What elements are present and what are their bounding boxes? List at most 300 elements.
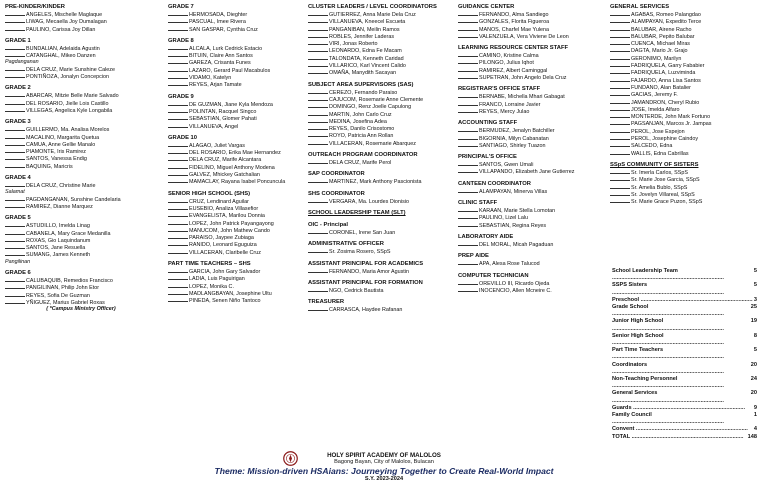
personnel-name: SUMANG, James Kenneth <box>26 252 91 259</box>
summary-row <box>612 412 757 426</box>
personnel-entry <box>308 18 454 25</box>
personnel-name: OREVILLO III, Ricardo Ojeda <box>479 280 550 287</box>
blank-line <box>458 93 478 98</box>
personnel-entry <box>458 18 604 25</box>
personnel-name: BIGORNIA, Milyn Cabanatan <box>479 135 549 142</box>
section-col3-7 <box>308 241 454 255</box>
personnel-name: REYES, Danilo Crisostomo <box>329 126 395 133</box>
personnel-name: OMAÑA, Manydith Sacayan <box>329 70 397 77</box>
personnel-name: PAULINO, Carissa Joy Dillan <box>26 26 96 33</box>
blank-line <box>5 45 25 50</box>
personnel-name: BALUBAR, Pepito Balubar <box>631 33 695 40</box>
summary-row <box>612 347 757 361</box>
section-title: CLINIC STAFF <box>458 200 498 207</box>
personnel-entry <box>168 74 303 81</box>
blank-line <box>168 297 188 302</box>
personnel-entry <box>5 92 157 99</box>
section-title: SENIOR HIGH SCHOOL (SHS) <box>168 190 251 197</box>
blank-line <box>168 18 188 23</box>
section-col4-6 <box>458 200 604 229</box>
section-col1-1 <box>5 38 157 80</box>
personnel-entry <box>458 280 604 287</box>
campus-ministry-note: ( *Campus Ministry Officer) <box>46 306 116 313</box>
personnel-name: Sr. Marie Grace Puzon, SSpS <box>631 199 703 206</box>
summary-value: 8 <box>753 332 757 339</box>
personnel-entry <box>610 176 762 183</box>
personnel-entry <box>168 123 303 130</box>
section-title: GRADE 5 <box>5 215 31 222</box>
blank-line <box>308 159 328 164</box>
section-col2-0 <box>168 4 303 33</box>
personnel-entry <box>168 142 303 149</box>
blank-line <box>168 115 188 120</box>
personnel-name: CAMUA, Anne Gellie Manalo <box>26 141 96 148</box>
personnel-entry <box>5 11 157 18</box>
personnel-name: ROYO, Patricia Ann Rollan <box>329 133 394 140</box>
blank-line <box>308 26 328 31</box>
blank-line <box>168 198 188 203</box>
blank-line <box>308 40 328 45</box>
personnel-entry <box>308 111 454 118</box>
personnel-name: DAGTA, Mario Jr. Grajo <box>631 48 688 55</box>
section-col1-3 <box>5 119 157 170</box>
personnel-name: WALLIS, Edna Cabrillas <box>631 150 689 157</box>
personnel-name: ALAGAO, Juliet Vargas <box>189 142 245 149</box>
blank-line <box>308 198 328 203</box>
personnel-entry <box>5 148 157 155</box>
personnel-name: SALCEDO, Edna <box>631 143 673 150</box>
section-col1-4 <box>5 175 157 210</box>
personnel-name: SANTOS, Vanessa Endig <box>26 156 87 163</box>
personnel-name: AGABAS, Romeo Palangdao <box>631 12 701 18</box>
personnel-entry <box>308 55 454 62</box>
blank-line <box>458 18 478 23</box>
blank-line <box>5 100 25 105</box>
section-col4-5 <box>458 181 604 195</box>
section-title: PRINCIPAL'S OFFICE <box>458 154 517 161</box>
section-title: ASSISTANT PRINCIPAL FOR ACADEMICS <box>308 260 424 267</box>
personnel-name: POLINTAN, Racquel Singco <box>189 108 257 115</box>
personnel-entry <box>308 118 454 125</box>
personnel-summary <box>612 268 757 441</box>
personnel-entry <box>168 249 303 256</box>
blank-line <box>308 96 328 101</box>
personnel-entry <box>168 149 303 156</box>
blank-line <box>168 149 188 154</box>
personnel-name: GONZALES, Florita Figueroa <box>479 19 550 26</box>
personnel-name: BITUIN, Claire Ann Santos <box>189 53 253 60</box>
personnel-entry <box>458 108 604 115</box>
blank-line <box>5 148 25 153</box>
blank-line <box>308 47 328 52</box>
section-title: OIC - Principal <box>308 221 348 228</box>
personnel-entry <box>168 26 303 33</box>
personnel-name: VILLAPANDO, Elizabeth Jane Gutierrez <box>479 169 575 176</box>
blank-line <box>308 33 328 38</box>
summary-value: 9 <box>753 404 757 411</box>
blank-line <box>168 220 188 225</box>
blank-line <box>610 113 630 118</box>
blank-line <box>308 248 328 253</box>
personnel-name: CALUBAQUIB, Remedios Francisco <box>26 278 113 285</box>
personnel-name: MANOS, Charfel Mae Yulena <box>479 26 550 33</box>
personnel-entry <box>168 11 303 18</box>
personnel-name: PAULINO, Lizel Lalu <box>479 215 529 222</box>
personnel-name: DEL ROSARIO, Jielle Lois Castillo <box>26 100 109 107</box>
personnel-entry <box>610 26 762 33</box>
personnel-entry <box>610 55 762 62</box>
section-title: OUTREACH PROGRAM COORDINATOR <box>308 152 418 159</box>
personnel-name: SUPETRAN, John Angelo Dela Cruz <box>479 75 567 82</box>
personnel-name: ROBLES, Jennifer Laderas <box>329 33 395 40</box>
personnel-entry <box>308 268 454 275</box>
personnel-entry <box>610 142 762 149</box>
summary-value: 20 <box>750 361 757 368</box>
blank-line <box>308 103 328 108</box>
section-col3-5 <box>308 210 454 217</box>
section-title: GRADE 10 <box>168 134 197 141</box>
personnel-name: CEREZO, Fernando Paraiso <box>329 89 398 96</box>
personnel-name: LADIA, Luis Paguirigan <box>189 276 245 283</box>
section-col3-4 <box>308 191 454 205</box>
personnel-name: RAMIREZ, Dianne Marquez <box>26 203 93 210</box>
summary-label: Family Council ..... <box>612 412 753 426</box>
section-title: REGISTRAR'S OFFICE STAFF <box>458 86 541 93</box>
blank-line <box>458 214 478 219</box>
blank-line <box>610 176 630 181</box>
section-col1-2 <box>5 85 157 114</box>
section-title: GENERAL SERVICES <box>610 4 670 10</box>
personnel-name: MADLANGBAYAN, Josephine Ultu <box>189 290 272 297</box>
personnel-name: HERMOSADA, Dieghter <box>189 12 248 18</box>
section-col2-1 <box>168 38 303 89</box>
personnel-entry <box>168 275 303 282</box>
blank-line <box>168 123 188 128</box>
blank-line <box>610 69 630 74</box>
blank-line <box>168 81 188 86</box>
personnel-entry <box>458 207 604 214</box>
personnel-entry <box>168 234 303 241</box>
personnel-entry <box>610 18 762 25</box>
blank-line <box>168 67 188 72</box>
personnel-name: MARTIN, John Carlo Cruz <box>329 111 392 118</box>
blank-line <box>5 284 25 289</box>
blank-line <box>458 74 478 79</box>
personnel-name: EVANGELISTA, Marilou Donnia <box>189 213 265 220</box>
blank-line <box>458 188 478 193</box>
personnel-name: Sr. Imerla Carlos, SSpS <box>631 169 688 176</box>
personnel-entry <box>610 47 762 54</box>
blank-line <box>610 91 630 96</box>
section-col2-4 <box>168 191 303 256</box>
personnel-entry <box>610 33 762 40</box>
section-title: GRADE 1 <box>5 37 31 44</box>
summary-value: 1 <box>753 412 757 419</box>
column-general-services <box>610 4 762 210</box>
personnel-entry <box>610 128 762 135</box>
summary-value: 5 <box>753 347 757 354</box>
blank-line <box>5 126 25 131</box>
section-title: SSpS COMMUNITY OF SISTERS <box>610 161 699 168</box>
personnel-entry <box>168 108 303 115</box>
blank-line <box>610 47 630 52</box>
personnel-entry <box>610 91 762 98</box>
personnel-entry <box>5 100 157 107</box>
personnel-entry <box>168 283 303 290</box>
section-col4-9 <box>458 273 604 295</box>
summary-label: TOTAL ..... <box>612 434 747 441</box>
blank-line <box>168 156 188 161</box>
personnel-name: TALONDATA, Kenneth Caridad <box>329 55 404 62</box>
personnel-entry <box>168 268 303 275</box>
blank-line <box>308 18 328 23</box>
personnel-entry <box>5 73 157 80</box>
blank-line <box>610 11 630 16</box>
personnel-name: CORONEL, Irene San Juan <box>329 229 396 236</box>
personnel-entry <box>5 163 157 170</box>
personnel-name: SEBASTIAN, Glomer Pahati <box>189 116 257 123</box>
personnel-name: ROXAS, Gio Laquindanum <box>26 237 91 244</box>
personnel-name: INOCENCIO, Allen Mcneire C. <box>479 287 552 294</box>
summary-value: 5 <box>753 282 757 289</box>
section-title: COMPUTER TECHNICIAN <box>458 272 529 279</box>
blank-line <box>5 11 25 16</box>
personnel-name: RAMIREZ, Albert Caminggal <box>479 67 548 74</box>
summary-value: 20 <box>750 390 757 397</box>
personnel-name: PONTIÑOZA, Jonalyn Concepcion <box>26 74 109 81</box>
personnel-name: FRANCO, Lorraine Javier <box>479 101 541 108</box>
personnel-name: LOPEZ, John Patrick Payangayong <box>189 220 274 227</box>
column-junior-senior-high <box>168 4 303 310</box>
section-title: GRADE 3 <box>5 119 31 126</box>
blank-line <box>168 108 188 113</box>
blank-line <box>168 234 188 239</box>
personnel-entry <box>5 66 157 73</box>
personnel-entry <box>610 169 762 176</box>
personnel-name: FIDELINO, Miguel Anthony Modena <box>189 164 275 171</box>
blank-line <box>458 11 478 16</box>
personnel-entry <box>308 159 454 166</box>
blank-line <box>5 237 25 242</box>
personnel-name: DOMINGO, Renz Joelle Capulong <box>329 104 412 111</box>
personnel-name: DEL MORAL, Micah Pagaduan <box>479 241 554 248</box>
personnel-name: BALUBAR, Airene Racho <box>631 26 692 33</box>
personnel-entry <box>168 156 303 163</box>
personnel-name: Salamat <box>5 189 25 196</box>
blank-line <box>168 227 188 232</box>
section-title: SAP COORDINATOR <box>308 171 365 178</box>
blank-line <box>610 18 630 23</box>
personnel-entry <box>308 132 454 139</box>
blank-line <box>308 132 328 137</box>
personnel-name: CABANELA, Mary Grace Medanilla <box>26 230 111 237</box>
blank-line <box>168 249 188 254</box>
personnel-entry <box>308 47 454 54</box>
section-col4-0 <box>458 4 604 40</box>
personnel-name: ASTUDILLO, Imelda Linag <box>26 223 90 230</box>
summary-label: SSPS Sisters ..... <box>612 282 753 296</box>
personnel-entry <box>5 251 157 258</box>
personnel-entry <box>308 125 454 132</box>
summary-value: 25 <box>750 304 757 311</box>
section-col3-2 <box>308 152 454 166</box>
section-title: CLUSTER LEADERS / LEVEL COORDINATORS <box>308 4 437 10</box>
personnel-entry <box>610 191 762 198</box>
blank-line <box>308 111 328 116</box>
personnel-entry <box>308 103 454 110</box>
personnel-entry <box>308 89 454 96</box>
personnel-entry <box>5 141 157 148</box>
section-title: LABORATORY AIDE <box>458 233 514 240</box>
blank-line <box>5 292 25 297</box>
section-title: ADMINISTRATIVE OFFICER <box>308 241 384 248</box>
personnel-entry <box>168 290 303 297</box>
personnel-entry <box>168 198 303 205</box>
blank-line <box>610 106 630 111</box>
personnel-entry <box>168 241 303 248</box>
personnel-entry <box>610 106 762 113</box>
personnel-entry <box>308 140 454 147</box>
blank-line <box>610 84 630 89</box>
personnel-entry <box>308 33 454 40</box>
section-title: GRADE 7 <box>168 4 194 10</box>
blank-line <box>308 140 328 145</box>
section-col4-7 <box>458 234 604 248</box>
section-col2-3 <box>168 135 303 186</box>
blank-line <box>458 108 478 113</box>
section-col3-0 <box>308 4 454 77</box>
summary-row <box>612 282 757 296</box>
summary-row <box>612 405 757 412</box>
blank-line <box>168 45 188 50</box>
section-title: GRADE 8 <box>168 37 194 44</box>
blank-line <box>5 92 25 97</box>
personnel-name: VALENZUELA, Vera Viviene De Leon <box>479 33 569 40</box>
blank-line <box>610 62 630 67</box>
personnel-entry <box>308 178 454 185</box>
blank-line <box>458 241 478 246</box>
personnel-name: Sr. Jovelyn Villareal, SSpS <box>631 191 695 198</box>
blank-line <box>610 40 630 45</box>
personnel-entry <box>610 120 762 127</box>
personnel-name: MAMACLAY, Rayana Isabel Poncuncula <box>189 179 286 186</box>
personnel-entry <box>610 135 762 142</box>
personnel-entry <box>308 306 454 313</box>
personnel-name: CUENCA, Michael Miras <box>631 41 691 48</box>
personnel-name: FADRIQUELA, Garry Fababier <box>631 63 705 70</box>
blank-line <box>610 191 630 196</box>
personnel-entry <box>458 222 604 229</box>
personnel-entry <box>610 77 762 84</box>
personnel-name: Sr. Zosima Rosero, SSpS <box>329 249 391 256</box>
personnel-entry <box>5 26 157 33</box>
summary-row <box>612 376 757 390</box>
column-preschool-grade-school <box>5 4 157 318</box>
blank-line <box>308 89 328 94</box>
personnel-entry <box>168 52 303 59</box>
summary-row <box>612 362 757 376</box>
blank-line <box>610 33 630 38</box>
personnel-name: VILLACERAN, Rosemarie Abarquez <box>329 140 416 147</box>
personnel-entry <box>168 67 303 74</box>
blank-line <box>168 205 188 210</box>
personnel-entry <box>610 40 762 47</box>
personnel-name: SANTOS, Jane Resuella <box>26 245 86 252</box>
summary-row <box>612 390 757 404</box>
school-year: S.Y. 2023-2024 <box>364 476 404 482</box>
page-footer <box>0 452 768 483</box>
personnel-name: DELA CRUZ, Marife Perol <box>329 160 392 167</box>
personnel-name: GUTIERREZ, Anna Marie Dela Cruz <box>329 12 416 18</box>
personnel-entry <box>458 52 604 59</box>
blank-line <box>458 26 478 31</box>
personnel-name: LEONARDO, Edna Fe Macam <box>329 48 402 55</box>
personnel-entry <box>458 93 604 100</box>
blank-line <box>168 178 188 183</box>
blank-line <box>168 142 188 147</box>
personnel-name: PINEDA, Senen Niño Tantoco <box>189 298 261 305</box>
personnel-entry <box>5 222 157 229</box>
blank-line <box>308 69 328 74</box>
blank-line <box>5 203 25 208</box>
personnel-name: VILLARICO, Karl Vincent Calido <box>329 63 406 70</box>
blank-line <box>458 59 478 64</box>
section-col3-3 <box>308 171 454 185</box>
summary-row <box>612 304 757 318</box>
personnel-name: DELA CRUZ, Christine Marie <box>26 183 96 190</box>
personnel-entry <box>168 164 303 171</box>
personnel-name: PEROL, Josephine Caindoy <box>631 136 699 143</box>
personnel-entry <box>458 241 604 248</box>
personnel-name: PIAMONTE, Iris Ramirez <box>26 149 86 156</box>
section-col5-1 <box>610 162 762 205</box>
summary-row <box>612 268 757 282</box>
personnel-entry <box>168 212 303 219</box>
summary-value: 3 <box>753 296 757 303</box>
blank-line <box>610 99 630 104</box>
blank-line <box>5 18 25 23</box>
section-col3-9 <box>308 280 454 294</box>
personnel-entry <box>5 203 157 210</box>
personnel-entry <box>458 33 604 40</box>
blank-line <box>610 128 630 133</box>
blank-line <box>168 283 188 288</box>
section-col4-8 <box>458 253 604 267</box>
summary-label: General Services ..... <box>612 390 750 404</box>
personnel-entry <box>308 229 454 236</box>
personnel-name: VILLANUEVA, Angel <box>189 123 239 130</box>
personnel-name: BUNDALIAN, Adelaida Agustin <box>26 45 100 52</box>
blank-line <box>5 155 25 160</box>
blank-line <box>5 163 25 168</box>
blank-line <box>168 74 188 79</box>
blank-line <box>610 169 630 174</box>
school-address: Bagong Bayan, City of Malolos, Bulacan <box>334 459 434 465</box>
summary-row <box>612 318 757 332</box>
section-title: CANTEEN COORDINATOR <box>458 180 531 187</box>
personnel-name: JAMANDRON, Cheryl Rubio <box>631 99 700 106</box>
personnel-name: PANGILINAN, Philip John Etor <box>26 285 100 292</box>
personnel-name: GARCIA, John Gary Salvador <box>189 269 261 276</box>
personnel-entry <box>610 11 762 18</box>
personnel-entry <box>458 67 604 74</box>
section-col3-8 <box>308 261 454 275</box>
blank-line <box>5 244 25 249</box>
blank-line <box>308 125 328 130</box>
personnel-name: MEDINA, Josefina Adea <box>329 118 387 125</box>
personnel-entry <box>458 135 604 142</box>
personnel-name: DELA CRUZ, Marife Alcantara <box>189 157 262 164</box>
